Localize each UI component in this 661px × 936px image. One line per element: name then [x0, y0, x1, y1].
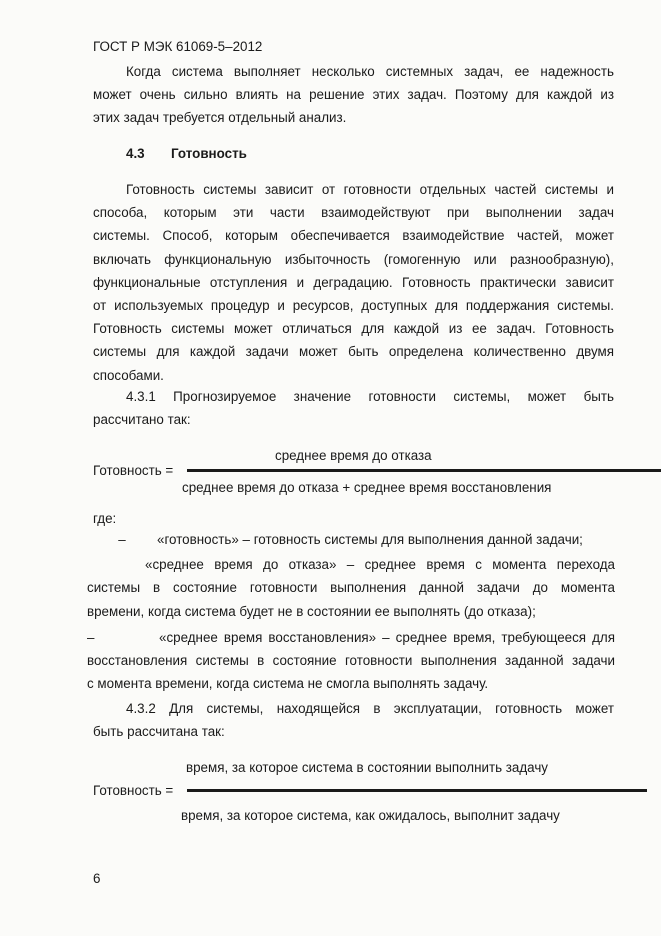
text-line: времени, когда система будет не в состоянии ее выполнять (до отказа);: [87, 603, 536, 619]
text-line: системы в состояние готовности выполнения данной задачи до момента: [87, 580, 615, 596]
definition-text: «среднее время до отказа» – среднее время с момента перехода: [145, 557, 615, 573]
text-line: восстановления системы в состояние готовности выполнения заданной задачи: [87, 652, 615, 668]
clause-4-3-2: [93, 697, 614, 743]
text-line: способами.: [93, 367, 164, 383]
text-line: системы для каждой задачи может быть определена количественно двумя: [93, 344, 614, 360]
section-heading: [126, 142, 247, 165]
formula-denominator: среднее время до отказа + среднее время восстановления: [182, 480, 552, 495]
text-line: с момента времени, когда система не смогла выполнять задачу.: [87, 676, 489, 692]
text-line: Готовность системы может отличаться для каждой из ее задач. Готовность: [93, 321, 614, 337]
text-line: Готовность системы зависит от готовности отдельных частей системы и: [126, 182, 614, 197]
page-number: 6: [93, 871, 101, 886]
dash-marker: –: [118, 532, 126, 547]
text-line: функциональные отступления и деградацию. Готовность практически зависит: [93, 274, 614, 290]
fraction-bar: [187, 469, 661, 472]
text-line: от используемых процедур и ресурсов, доступных для поддержания системы.: [93, 297, 614, 313]
text-line: 4.3.1 Прогнозируемое значение готовности системы, может быть: [126, 389, 614, 404]
where-label: где:: [93, 511, 117, 526]
definition-item: [87, 553, 615, 623]
formula-numerator: время, за которое система в состоянии выполнить задачу: [186, 760, 549, 775]
text-line: системы. Способ, которым обеспечивается взаимодействие частей, может: [93, 228, 614, 244]
text-line: 4.3.2 Для системы, находящейся в эксплуатации, готовность может: [126, 701, 614, 716]
text-line: [87, 553, 615, 576]
formula-label: Готовность =: [93, 783, 174, 798]
text-line: включать функциональную избыточность (гомогенную или разнообразную),: [93, 251, 614, 267]
availability-paragraph: [93, 178, 614, 387]
document-header: ГОСТ Р МЭК 61069-5–2012: [93, 39, 263, 54]
formula-label: Готовность =: [93, 463, 174, 478]
text-line: этих задач требуется отдельный анализ.: [93, 110, 347, 126]
definition-item: [87, 528, 615, 551]
section-title: Готовность: [171, 146, 247, 161]
clause-4-3-1: [93, 385, 614, 431]
text-line: Когда система выполняет несколько системных задач, ее надежность: [126, 64, 614, 79]
section-number: 4.3: [126, 146, 145, 161]
text-line: быть рассчитана так:: [93, 724, 225, 740]
text-line: рассчитано так:: [93, 412, 191, 428]
text-line: [87, 626, 615, 649]
definition-item: [87, 626, 615, 696]
intro-paragraph: [93, 60, 614, 130]
formula-numerator: среднее время до отказа: [275, 448, 432, 463]
definition-text: «среднее время восстановления» – среднее время, требующееся для: [159, 629, 615, 645]
fraction-bar: [187, 789, 647, 792]
definition-text: «готовность» – готовность системы для выполнения данной задачи;: [157, 532, 583, 547]
text-line: способа, которым эти части взаимодействуют при выполнении задач: [93, 205, 614, 221]
dash-marker: –: [87, 629, 95, 645]
definitions-list: [87, 528, 615, 695]
text-line: может очень сильно влиять на решение этих задач. Поэтому для каждой из: [93, 87, 614, 103]
formula-denominator: время, за которое система, как ожидалось, выполнит задачу: [181, 808, 560, 823]
